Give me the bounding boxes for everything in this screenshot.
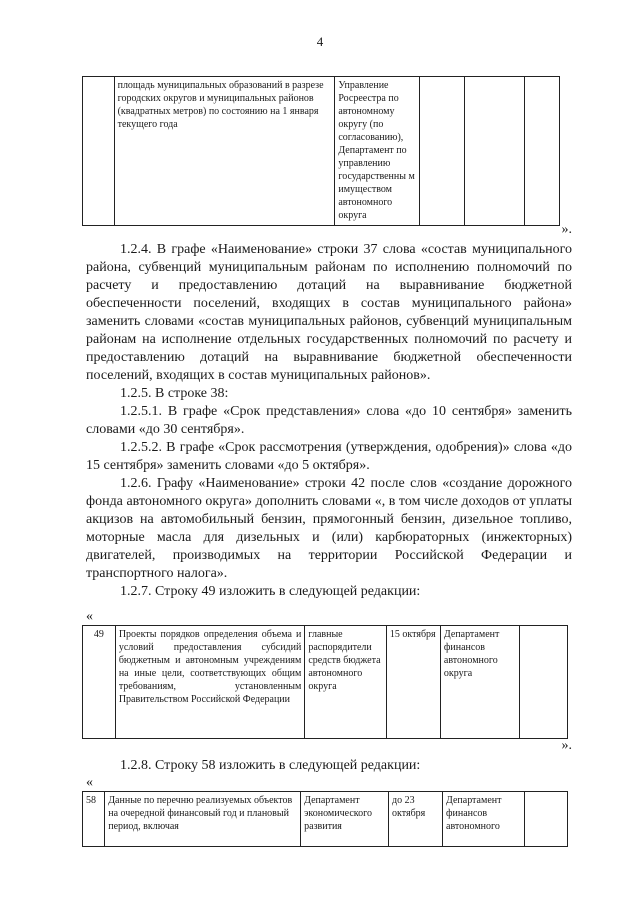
paragraph-1-2-6: 1.2.6. Графу «Наименование» строки 42 после слов «создание дорожного фонда автономного округа» дополнить словами «, в том числе доходов от уплаты акцизов на автомобильный бензин, прямогонный бензин, дизельное топливо, моторные масла для дизельных и (или) карбюраторных (инжекторных) двигателей, производимых на территории Российской Федерации и транспортного налога». <box>86 476 572 581</box>
paragraph-1-2-4: 1.2.4. В графе «Наименование» строки 37 слова «состав муниципального района, субвенций муниципальным районам по исполнению полномочий по расчету и предоставлению дотаций на выравнивание бюджетной обеспеченности поселений, входящих в состав муниципального района» заменить словами «состав муниципальных районов, субвенций муниципальным районам на исполнение отдельных государственных полномочий по расчету и предоставлению дотаций на выравнивание бюджетной обеспеченности поселений, входящих в состав муниципальных районов». <box>86 242 572 383</box>
table-row <box>83 626 568 739</box>
cell-name: Проекты порядков определения объема и условий предоставления субсидий бюджетным и автономным учреждениям на иные цели, соответствующих общим требованиям, установленным Правительством Российской Федерации <box>115 626 305 739</box>
cell-number <box>83 77 115 226</box>
table-row <box>83 792 568 847</box>
table-row-49 <box>82 625 568 739</box>
closing-quote-1: ». <box>561 222 572 237</box>
cell-number: 49 <box>83 626 116 739</box>
paragraph-1-2-5: 1.2.5. В строке 38: <box>120 386 229 401</box>
cell-name: Данные по перечню реализуемых объектов на очередной финансовый год и плановый период, включая <box>105 792 301 847</box>
cell-reviewer <box>464 77 524 226</box>
cell-number: 58 <box>83 792 105 847</box>
cell-extra <box>524 792 567 847</box>
table-row <box>83 77 560 226</box>
cell-reviewer: Департамент финансов автономного <box>443 792 525 847</box>
closing-quote-2: ». <box>561 738 572 753</box>
paragraph-1-2-8: 1.2.8. Строку 58 изложить в следующей редакции: <box>120 758 421 773</box>
table-top <box>82 76 560 226</box>
cell-provider: Управление Росреестра по автономному округу (по согласованию), Департамент по управлению государственны м имуществом автономного округа <box>335 77 419 226</box>
cell-name: площадь муниципальных образований в разрезе городских округов и муниципальных районов (квадратных метров) по состоянию на 1 января текущего года <box>114 77 335 226</box>
page-number: 4 <box>316 34 324 49</box>
open-quote-3: « <box>86 775 93 790</box>
paragraph-1-2-5-2: 1.2.5.2. В графе «Срок рассмотрения (утверждения, одобрения)» слова «до 15 сентября» заменить словами «до 5 октября». <box>86 440 572 473</box>
paragraph-1-2-7: 1.2.7. Строку 49 изложить в следующей редакции: <box>120 584 421 599</box>
cell-extra <box>520 626 568 739</box>
cell-provider: главные распорядители средств бюджета автономного округа <box>305 626 387 739</box>
cell-reviewer: Департамент финансов автономного округа <box>440 626 519 739</box>
cell-deadline: до 23 октября <box>389 792 443 847</box>
paragraph-1-2-5-1: 1.2.5.1. В графе «Срок представления» слова «до 10 сентября» заменить словами «до 30 сентября». <box>86 404 572 437</box>
body-text-block-2 <box>86 757 572 775</box>
cell-provider: Департамент экономического развития <box>301 792 389 847</box>
cell-deadline <box>419 77 464 226</box>
cell-deadline: 15 октября <box>386 626 440 739</box>
open-quote-2: « <box>86 609 93 624</box>
body-text-block <box>86 241 572 601</box>
table-row-58 <box>82 791 568 847</box>
cell-extra <box>524 77 559 226</box>
